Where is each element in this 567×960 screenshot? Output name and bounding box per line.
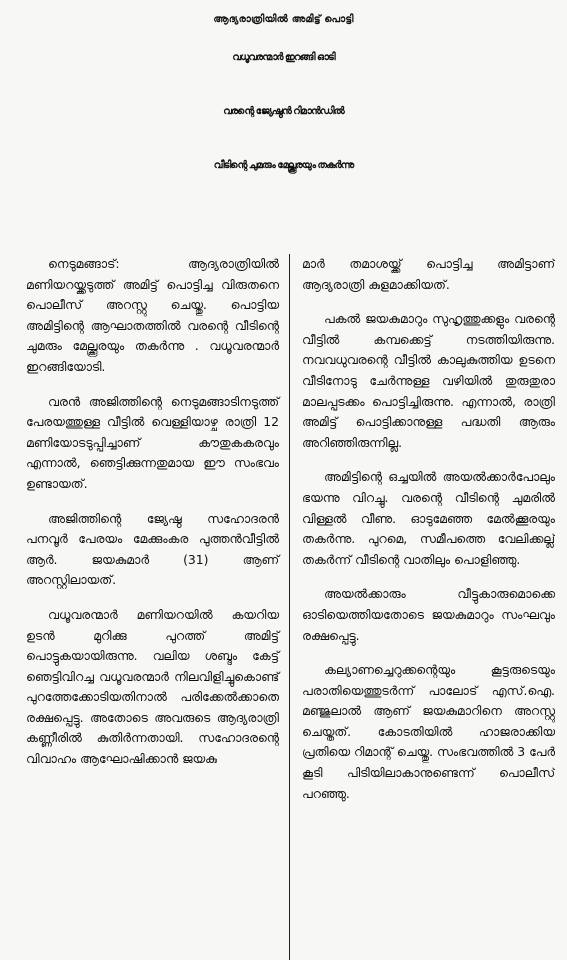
article-paragraph: വരൻ അജിത്തിന്റെ നെടുമങ്ങാടിനടുത്ത് പേരയത്തുള്ള വീട്ടിൽ വെള്ളിയാഴ്ച രാത്രി 12 മണിയോടടുപ്പിച്ചാണ് കൗതുകകരവും എന്നാൽ, ഞെട്ടിക്കുന്നതുമായ ഈ സംഭവം ഉണ്ടായത്. bbox=[26, 393, 279, 491]
article-column-left bbox=[26, 254, 289, 960]
article-column-right bbox=[289, 254, 555, 960]
article-headline bbox=[14, 31, 553, 193]
article-kicker: ആദ്യരാത്രിയിൽ അമിട്ട് പൊട്ടി bbox=[213, 14, 354, 25]
article-paragraph: അജിത്തിന്റെ ജ്യേഷ്ഠ സഹോദരൻ പനവൂർ പേരയം മേക്കുംകര പുത്തൻവീട്ടിൽ ആർ. ജയകുമാർ (31) ആണ് അറസ്റ്റിലായത്. bbox=[26, 510, 279, 588]
article-paragraph: വധൂവരന്മാർ മണിയറയിൽ കയറിയ ഉടൻ മുറിക്കു പുറത്ത് അമിട്ട് പൊട്ടുകയായിരുന്നു. വലിയ ശബ്ദം കേട്ട് ഞെട്ടിവിറച്ച വധൂവരന്മാർ നിലവിളിച്ചുകൊണ്ട് പുറത്തേക്കോടിയതിനാൽ പരിക്കേൽക്കാതെ രക്ഷപ്പെട്ടു. അതോടെ അവരുടെ ആദ്യരാത്രി കണ്ണീരിൽ കുതിർന്നതായി. സഹോദരന്റെ വിവാഹം ആഘോഷിക്കാൻ ജയകു bbox=[26, 606, 279, 767]
article-paragraph: അയൽക്കാരും വീട്ടുകാരുമൊക്കെ ഓടിയെത്തിയതോടെ ജയകുമാറും സംഘവും രക്ഷപ്പെട്ടു. bbox=[302, 586, 555, 643]
article-paragraph: അമിട്ടിന്റെ ഒച്ചയിൽ അയൽക്കാർപോലും ഭയന്നു വിറച്ചു. വരന്റെ വീടിന്റെ ചുമരിൽ വിള്ളൽ വീണു. ഓടുമേഞ്ഞ മേൽക്കൂരയും തകർന്നു. പുറമെ, സമീപത്തെ വേലിക്കല്ല് തകർന്ന് വീടിന്റെ വാതിലും പൊളിഞ്ഞു. bbox=[302, 469, 555, 567]
article-paragraph: നെടുമങ്ങാട്: ആദ്യരാത്രിയിൽ മണിയറയ്ക്കടുത്ത് അമിട്ട് പൊട്ടിച്ച വിരുതനെ പൊലീസ് അറസ്റ്റു ചെയ്തു. പൊട്ടിയ അമിട്ടിന്റെ ആഘാതത്തിൽ വരന്റെ വീടിന്റെ ചുമരും മേല്ക്കൂരയും തകർന്നു . വധൂവരന്മാർ ഇറങ്ങിയോടി. bbox=[26, 256, 279, 374]
article-paragraph: പകൽ ജയകുമാറും സുഹൃത്തുക്കളും വരന്റെ വീട്ടിൽ കമ്പക്കെട്ട് നടത്തിയിരുന്നു. നവവധുവരന്റെ വീട്ടിൽ കാലുകുത്തിയ ഉടനെ വീടിനോടു ചേർന്നുള്ള വഴിയിൽ തുരുതുരാ മാലപ്പടക്കം പൊട്ടിച്ചിരുന്നു. എന്നാൽ, രാത്രി അമിട്ട് പൊട്ടിക്കാനുള്ള പദ്ധതി ആരും അറിഞ്ഞിരുന്നില്ല. bbox=[302, 311, 555, 450]
article-body bbox=[26, 254, 555, 960]
headline-line-2: വരന്റെ ജ്യേഷ്ഠൻ റിമാൻഡിൽ bbox=[223, 106, 344, 117]
article-paragraph: കല്യാണച്ചെറുക്കന്റെയും കൂട്ടരുടെയും പരാതിയെത്തുടർന്ന് പാലോട് എസ്.ഐ. മഞ്ജുലാൽ ആണ് ജയകുമാറിനെ അറസ്റ്റു ചെയ്തത്. കോടതിയിൽ ഹാജരാക്കിയ പ്രതിയെ റിമാന്റ് ചെയ്തു. സംഭവത്തിൽ 3 പേർ കൂടി പിടിയിലാകാനുണ്ടെന്ന് പൊലീസ് പറഞ്ഞു. bbox=[302, 662, 555, 801]
headline-line-3: വീടിന്റെ ചുമരും മേല്ക്കൂരയും തകർന്നു bbox=[213, 160, 354, 171]
article-paragraph: മാർ തമാശയ്ക്ക് പൊട്ടിച്ച അമിട്ടാണ് ആദ്യരാത്രി കുളമാക്കിയത്. bbox=[302, 256, 555, 292]
headline-line-1: വധൂവരന്മാർ ഇറങ്ങി ഓടി bbox=[232, 52, 335, 63]
